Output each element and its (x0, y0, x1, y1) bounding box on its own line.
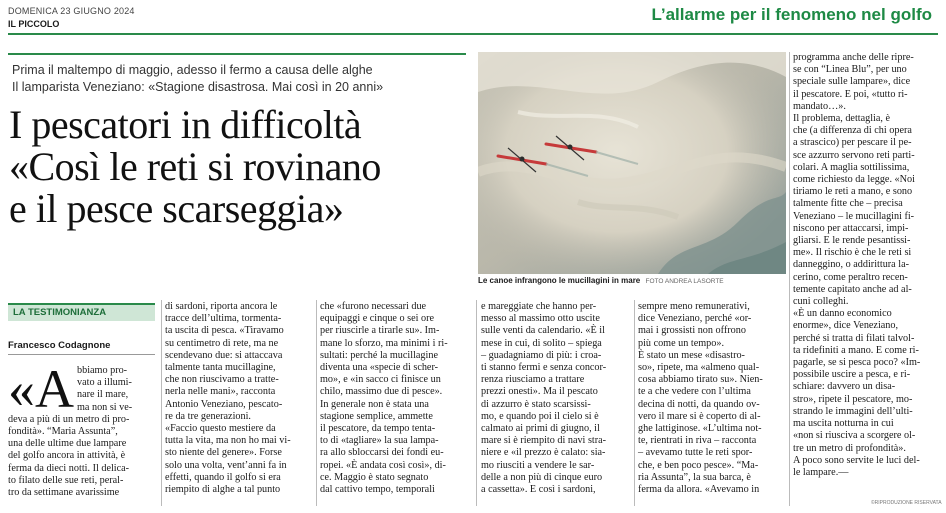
text-line: se con “Linea Blu”, per uno (793, 64, 907, 76)
text-line: tutta la vita, ma non ho mai vi- (165, 435, 291, 447)
article-column-2 (165, 301, 310, 496)
text-line: bbiamo pro- (77, 365, 128, 376)
text-line: stro», ripete il pescatore, mo- (793, 393, 913, 405)
section-label: LA TESTIMONIANZA (8, 303, 155, 321)
text-line: ra allo sbloccarsi dei fondi eu- (320, 447, 444, 459)
article-column-4 (481, 301, 631, 496)
text-line: ma non si ve- (77, 401, 133, 413)
header-rule (8, 33, 938, 35)
photo-credit: FOTO ANDREA LASORTE (645, 278, 724, 285)
text-line: chilo, massimo due di pesce». (320, 386, 443, 398)
text-line: schiare: davvero un disa- (793, 381, 896, 393)
text-line: danneggino, o addirittura la- (793, 259, 909, 271)
text-line: effetti, quando il golfo si era (165, 471, 281, 483)
text-line: più come un tempo». (638, 337, 725, 349)
text-line: mo, e quando poi il cielo si è (481, 410, 599, 422)
text-line: ce. Maggio è stato segnato (320, 471, 429, 483)
text-line: le lampare.— (793, 466, 849, 478)
text-line: temente capitato anche ad al- (793, 283, 912, 295)
text-line: sultati: perché la mucillagine (320, 349, 438, 361)
text-line: deva a più di un metro di pro- (8, 413, 130, 425)
article-column-6 (793, 52, 938, 479)
text-line: perché si tratta di filati talvol- (793, 332, 915, 344)
text-line: «non si riusciva a scorgere ol- (793, 430, 916, 442)
text-line: me». Il rischio è che le reti si (793, 247, 912, 259)
newspaper-name: IL PICCOLO (8, 19, 60, 29)
text-line: sto niente del genere». Forse (165, 447, 282, 459)
text-line: enorme», dice Veneziano, (793, 320, 899, 332)
text-line: una delle ultime due lampare (8, 438, 127, 450)
text-line: come richiesto da legge. «Noi (793, 174, 915, 186)
text-line: cuni colleghi. (793, 296, 849, 308)
text-line: ropei. «È andata così così», di- (320, 459, 446, 471)
text-line: prezzi onesti». Ma il pescato (481, 386, 598, 398)
text-line: – guadagniamo di più: i croa- (481, 349, 602, 361)
text-line: – avevamo tutte le reti spor- (638, 447, 753, 459)
column-rule (316, 300, 317, 506)
caption-text: Le canoe infrangono le mucillagini in mare (478, 276, 641, 285)
text-line: «È un danno economico (793, 308, 892, 320)
text-line: diventa una «specie di scher- (320, 362, 439, 374)
text-line: renza riusciamo a trattare (481, 374, 585, 386)
text-line: sce azzurro servono reti parti- (793, 149, 915, 161)
text-line: re da tre generazioni. (165, 410, 251, 422)
text-line: vato a illumi- (77, 377, 132, 389)
section-topic: L’allarme per il fenomeno nel golfo (651, 5, 932, 24)
text-line: mandato…». (793, 100, 846, 112)
text-line: dal cattivo tempo, temporali (320, 484, 435, 496)
headline-line: e il pesce scarseggia» (9, 186, 344, 231)
text-line: niscono per attaccarsi, impi- (793, 222, 909, 234)
text-line: e mareggiate che hanno per- (481, 301, 597, 312)
text-line: scendevano due: si attaccava (165, 349, 283, 361)
issue-date: DOMENICA 23 GIUGNO 2024 (8, 6, 135, 16)
article-column-5 (638, 301, 783, 496)
drop-cap: «A (8, 359, 74, 419)
text-line: il pescatore. E poi, «tutto ri- (793, 88, 908, 100)
text-line: il pescatore, da tempo tenta- (320, 423, 436, 435)
text-line: mo», e «in sacco ci finisce un (320, 374, 441, 386)
text-line: ma uscita notturna in cui (793, 418, 894, 430)
column-rule (476, 300, 477, 506)
text-line: In generale non è stata una (320, 398, 429, 410)
text-line: cerino, come peraltro recen- (793, 271, 908, 283)
text-line: stagione semplice, ammette (320, 410, 433, 422)
text-line: che «furono necessari due (320, 301, 427, 312)
text-line: a cassetta». E così i sardoni, (481, 484, 596, 496)
author-rule (8, 354, 155, 355)
column-rule (634, 300, 635, 506)
article-photo (478, 52, 786, 274)
text-line: dice Veneziano, perché «or- (638, 313, 752, 325)
headline-top-rule (8, 53, 466, 55)
headline-line: I pescatori in difficoltà (9, 102, 362, 147)
text-line: te, rientrati in riva – racconta (638, 435, 757, 447)
text-line: Veneziano – le mucillagini fi- (793, 210, 915, 222)
text-line: ferma da dieci notti. Il delica- (8, 462, 130, 474)
article-kicker (12, 62, 467, 96)
text-line: messo al massimo otto uscite (481, 313, 600, 325)
text-line: possibile uscire a pesca, e ri- (793, 369, 911, 381)
text-line: ferma da allora. «Avevamo in (638, 484, 760, 496)
headline-line: «Così le reti si rovinano (9, 144, 381, 189)
text-line: calmato ai primi di giugno, il (481, 423, 600, 435)
text-line: È stato un mese «disastro- (638, 349, 745, 361)
text-line: mese in cui, di solito – spiega (481, 337, 602, 349)
text-line: niere e «il prezzo è calato: sia- (481, 447, 606, 459)
text-line: a strascico) per pescare il pe- (793, 137, 912, 149)
text-line: talmente tanta mucillagine, (165, 362, 276, 374)
text-line: sulle venti da calendario. «È il (481, 325, 605, 337)
text-line: ti stanno fermi e senza concor- (481, 362, 607, 374)
text-line: tracce dell’ultima, tormenta- (165, 313, 282, 325)
text-line: riempito di alghe a tal punto (165, 484, 281, 496)
text-line: cosa abbiamo tirato su». Nien- (638, 374, 763, 386)
text-line: tiriamo le reti a mano, e sono (793, 186, 913, 198)
text-line: nare il mare, (77, 389, 129, 401)
article-headline (9, 104, 479, 230)
text-line: talmente fitte che – precisa (793, 198, 903, 210)
text-line: «Faccio questo mestiere da (165, 423, 276, 435)
kicker-line: Prima il maltempo di maggio, adesso il fermo a causa delle alghe (12, 63, 373, 77)
text-line: strando le immagini dell’ulti- (793, 405, 913, 417)
column-rule (161, 300, 162, 506)
text-line: decina di notti, da quando ov- (638, 398, 760, 410)
text-line: Antonio Veneziano, pescato- (165, 398, 283, 410)
author-name: Francesco Codagnone (8, 340, 111, 351)
kicker-line: Il lamparista Veneziano: «Stagione disastrosa. Mai così in 20 anni» (12, 80, 384, 94)
text-line: mai i grossisti non offrono (638, 325, 746, 337)
text-line: mane lo sforzo, ma minimi i ri- (320, 337, 448, 349)
copyright-notice: ©RIPRODUZIONE RISERVATA (871, 500, 942, 506)
text-line: delle a non più di cinque euro (481, 471, 603, 483)
text-line: nerla nelle mani», racconta (165, 386, 276, 398)
column-rule (789, 52, 790, 506)
text-line: fondità». “Maria Assunta”, (8, 426, 118, 438)
text-line: Il problema, dettaglia, è (793, 113, 891, 125)
text-line: colari. A maglia sottilissima, (793, 161, 910, 173)
text-line: to filato delle sue reti, peral- (8, 474, 124, 486)
photo-caption (478, 276, 788, 285)
text-line: ta ridefiniti a mano. E come ri- (793, 344, 919, 356)
text-line: pagarle, se si pesca poco? «Im- (793, 357, 921, 369)
text-line: so», ripete, ma «almeno qual- (638, 362, 760, 374)
article-column-1 (8, 359, 158, 499)
page-header (0, 0, 946, 40)
text-line: di azzurro è stato scarsissi- (481, 398, 591, 410)
text-line: tre un metro di profondità». (793, 442, 906, 454)
text-line: to di «tagliare» la sua lampa- (320, 435, 439, 447)
text-line: che (a differenza di chi opera (793, 125, 912, 137)
text-line: del golfo ancora in attività, è (8, 450, 126, 462)
text-line: tro da settimane avarissime (8, 487, 120, 499)
text-line: che, e ben poco pesce». “Ma- (638, 459, 759, 471)
text-line: speciale sulle lampare», dice (793, 76, 911, 88)
text-line: mare si è riempito di navi stra- (481, 435, 607, 447)
text-line: vero il mare si è coperto di al- (638, 410, 761, 422)
text-line: che non riuscivamo a tratte- (165, 374, 279, 386)
text-line: ta uscita di pesca. «Tiravamo (165, 325, 284, 337)
text-line: solo una volta, vent’anni fa in (165, 459, 287, 471)
text-line: te a che vedere con l’ultima (638, 386, 751, 398)
text-line: su centimetro di rete, ma ne (165, 337, 279, 349)
text-line: gliarsi. E le rende pesantissi- (793, 235, 911, 247)
article-column-3 (320, 301, 470, 496)
text-line: di sardoni, riporta ancora le (165, 301, 278, 312)
text-line: sempre meno remunerativi, (638, 301, 750, 312)
text-line: programma anche delle ripre- (793, 52, 914, 63)
text-line: equipaggi e cinque o sei ore (320, 313, 435, 325)
canoes-in-mucilage-image (478, 52, 786, 274)
text-line: ghe lattiginose. «L’ultima not- (638, 423, 762, 435)
text-line: A poco sono servite le luci del- (793, 454, 920, 466)
text-line: per riuscirle a tirarle su». Im- (320, 325, 440, 337)
text-line: mo riusciti a vendere le sar- (481, 459, 595, 471)
text-line: ria Assunta”, la sua barca, è (638, 471, 751, 483)
